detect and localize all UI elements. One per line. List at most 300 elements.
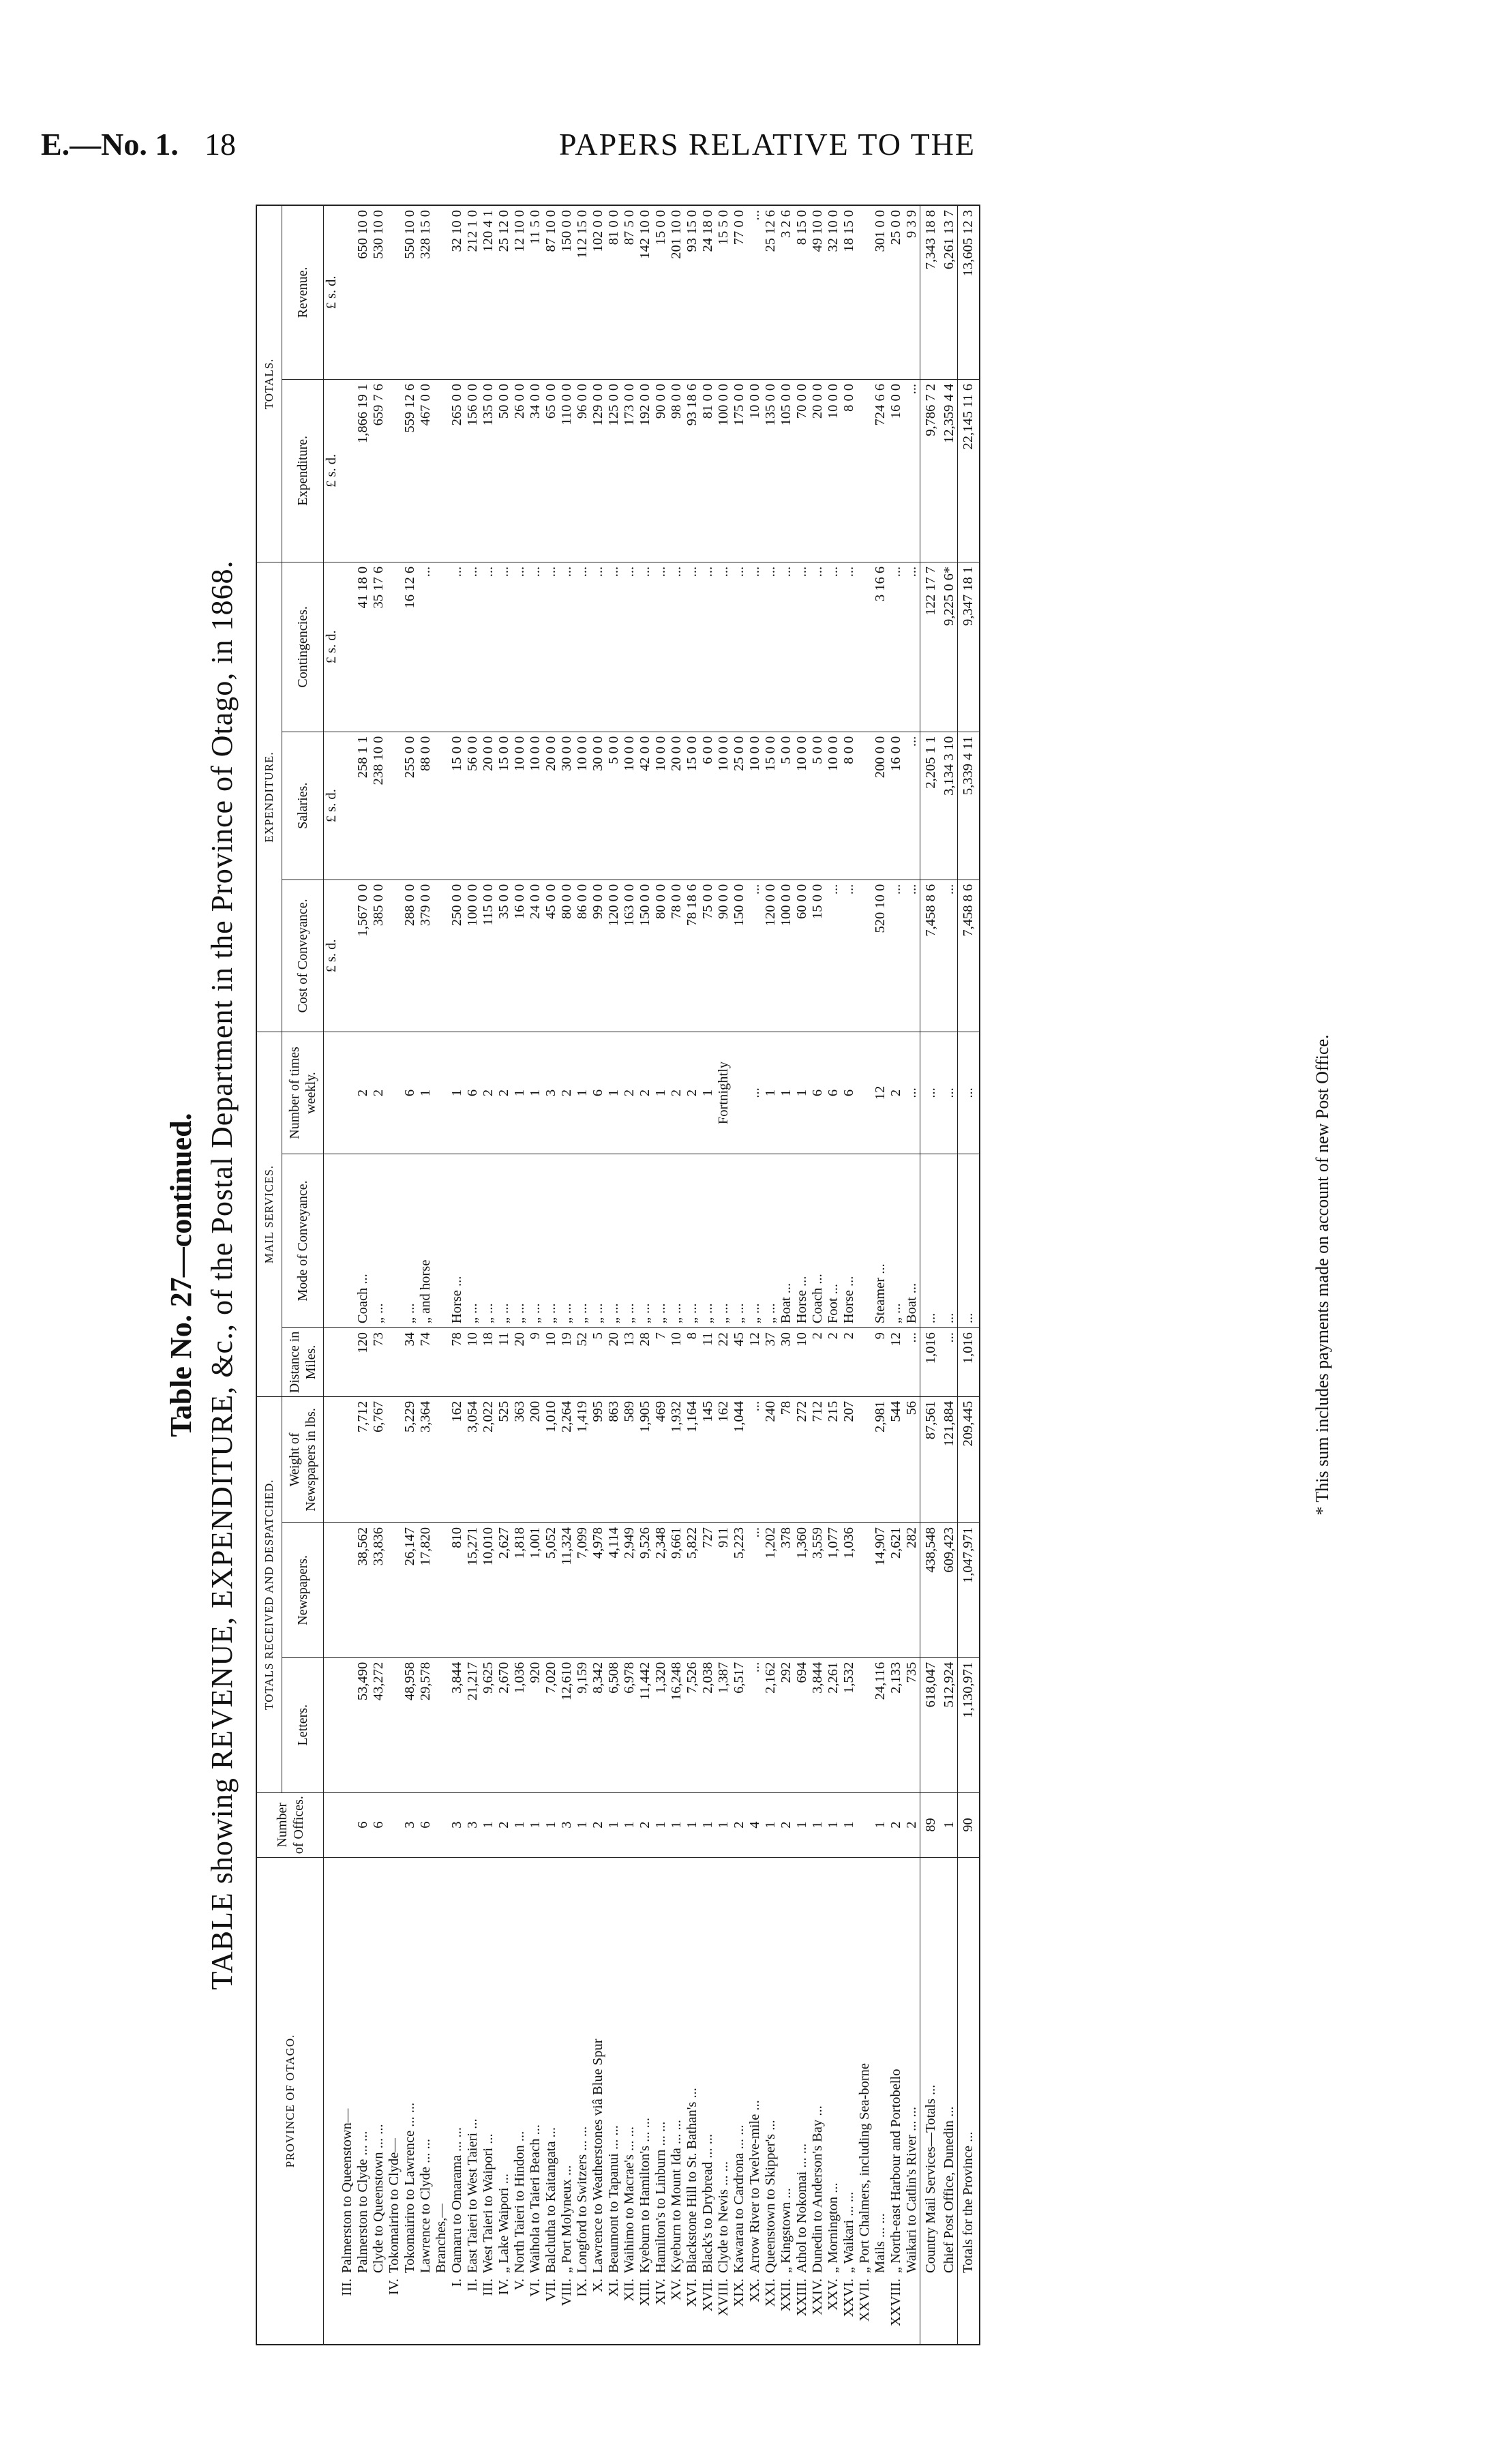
- route-number: XXVIII.: [888, 2279, 903, 2327]
- cell-d: 22: [716, 1328, 732, 1397]
- cell-d: 5: [590, 1328, 606, 1397]
- cell-g: ...: [732, 562, 747, 732]
- route-name: Longford to Switzers ... ...: [575, 2126, 590, 2273]
- cell-g: ...: [543, 562, 559, 732]
- cell-d: 2: [841, 1328, 857, 1397]
- cell-c: 120 0 0: [763, 880, 779, 1032]
- cell-l: 292: [779, 1657, 794, 1792]
- cell-l: 1,532: [841, 1657, 857, 1792]
- cell-c: 250 0 0: [449, 880, 465, 1032]
- cell-np: 1,202: [763, 1522, 779, 1657]
- route-name: Kyeburn to Mount Ida ... ...: [669, 2120, 684, 2273]
- cell-l: 1,320: [653, 1657, 669, 1792]
- table-row: [794, 205, 810, 2345]
- cell-c: 35 0 0: [496, 880, 512, 1032]
- table-row: [747, 205, 763, 2345]
- route-cell: [794, 1857, 810, 2345]
- mode-header: Mode of Conveyance.: [282, 1154, 324, 1327]
- cell-t: 6: [402, 1032, 418, 1154]
- table-row: [355, 205, 371, 2345]
- cell-np: [857, 1522, 873, 1657]
- cell-c: 1,567 0 0: [355, 880, 371, 1032]
- cell-t: [387, 1032, 402, 1154]
- cell-np: 609,423: [942, 1522, 958, 1657]
- route-number: XXVII.: [857, 2279, 872, 2322]
- cell-c: 24 0 0: [528, 880, 543, 1032]
- cell-t: 6: [826, 1032, 841, 1154]
- cell-t: 1: [794, 1032, 810, 1154]
- cell-m: Steamer ...: [873, 1154, 888, 1327]
- cell-w: 5,229: [402, 1396, 418, 1522]
- cell-w: 121,884: [942, 1396, 958, 1522]
- route-cell: [496, 1857, 512, 2345]
- cell-w: [857, 1396, 873, 1522]
- table-row: [841, 205, 857, 2345]
- cell-s: 30 0 0: [590, 732, 606, 880]
- cell-m: Horse ...: [841, 1154, 857, 1327]
- cell-c: 288 0 0: [402, 880, 418, 1032]
- table-row: [465, 205, 481, 2345]
- cell-d: 10: [669, 1328, 684, 1397]
- cell-g: [387, 562, 402, 732]
- cell-w: 363: [512, 1396, 528, 1522]
- cell-e: 70 0 0: [794, 379, 810, 562]
- cell-e: 65 0 0: [543, 379, 559, 562]
- cell-c: ...: [904, 880, 920, 1032]
- route-number: X.: [590, 2279, 605, 2292]
- unit-label: £ s. d.: [324, 379, 340, 562]
- cell-s: 30 0 0: [559, 732, 575, 880]
- cell-e: 16 0 0: [888, 379, 904, 562]
- cell-t: 2: [481, 1032, 496, 1154]
- cell-g: ...: [826, 562, 841, 732]
- cell-np: 2,949: [622, 1522, 637, 1657]
- cell-e: [434, 379, 449, 562]
- cell-e: 467 0 0: [418, 379, 434, 562]
- cell-e: 265 0 0: [449, 379, 465, 562]
- table-row: [434, 205, 449, 2345]
- route-number: XX.: [747, 2279, 762, 2302]
- route-name: Balclutha to Kaitangata ...: [543, 2127, 558, 2273]
- cell-d: 30: [779, 1328, 794, 1397]
- route-cell: [653, 1857, 669, 2345]
- cell-np: [434, 1522, 449, 1657]
- route-cell: [888, 1857, 904, 2345]
- route-name: West Taieri to Waipori ...: [481, 2133, 496, 2273]
- cell-np: 438,548: [920, 1522, 942, 1657]
- cell-t: 2: [888, 1032, 904, 1154]
- cell-rv: 25 12 0: [496, 205, 512, 379]
- route-cell: [590, 1857, 606, 2345]
- cell-o: 1: [528, 1792, 543, 1857]
- cell-rv: 120 4 1: [481, 205, 496, 379]
- cell-rv: 77 0 0: [732, 205, 747, 379]
- route-name: Kawarau to Cardrona ... ...: [732, 2124, 747, 2273]
- cell-e: 1,866 19 1: [355, 379, 371, 562]
- route-cell: [340, 1857, 355, 2345]
- cell-w: 6,767: [371, 1396, 387, 1522]
- cell-w: 1,419: [575, 1396, 590, 1522]
- route-cell: [779, 1857, 794, 2345]
- cell-m: [387, 1154, 402, 1327]
- cell-c: ...: [841, 880, 857, 1032]
- route-name: Lawrence to Weatherstones viâ Blue Spur: [590, 2039, 605, 2273]
- cell-np: 2,621: [888, 1522, 904, 1657]
- cell-m: „ ...: [716, 1154, 732, 1327]
- cell-l: 2,038: [700, 1657, 716, 1792]
- cell-np: 5,052: [543, 1522, 559, 1657]
- cell-e: 22,145 11 6: [958, 379, 980, 562]
- cell-t: 1: [700, 1032, 716, 1154]
- cell-rv: 25 12 6: [763, 205, 779, 379]
- table-row: [590, 205, 606, 2345]
- cell-o: 6: [418, 1792, 434, 1857]
- cell-s: 15 0 0: [684, 732, 700, 880]
- cell-np: 9,661: [669, 1522, 684, 1657]
- table-row: [371, 205, 387, 2345]
- cell-d: 10: [794, 1328, 810, 1397]
- cell-e: 156 0 0: [465, 379, 481, 562]
- cell-d: 2: [826, 1328, 841, 1397]
- cell-rv: 11 5 0: [528, 205, 543, 379]
- cell-w: 3,054: [465, 1396, 481, 1522]
- cell-l: 1,387: [716, 1657, 732, 1792]
- cell-l: 16,248: [669, 1657, 684, 1792]
- cell-rv: 301 0 0: [873, 205, 888, 379]
- cell-d: 45: [732, 1328, 747, 1397]
- cell-d: 10: [543, 1328, 559, 1397]
- route-number: IX.: [575, 2279, 590, 2297]
- cell-l: 6,508: [606, 1657, 622, 1792]
- table-row: [512, 205, 528, 2345]
- cell-o: 1: [669, 1792, 684, 1857]
- route-number: XIX.: [732, 2279, 747, 2307]
- cell-l: 53,490: [355, 1657, 371, 1792]
- cell-c: 45 0 0: [543, 880, 559, 1032]
- route-number: XXVI.: [841, 2279, 856, 2317]
- cell-g: 9,225 0 6*: [942, 562, 958, 732]
- cell-l: 6,978: [622, 1657, 637, 1792]
- cell-s: [434, 732, 449, 880]
- route-name: Black's to Drybread ... ...: [700, 2133, 715, 2273]
- cell-w: 589: [622, 1396, 637, 1522]
- route-cell: [841, 1857, 857, 2345]
- contingencies-header: Contingencies.: [282, 562, 324, 732]
- unit-label: £ s. d.: [324, 562, 340, 732]
- cell-rv: 93 15 0: [684, 205, 700, 379]
- table-row: [810, 205, 826, 2345]
- cell-e: 98 0 0: [669, 379, 684, 562]
- cell-o: 1: [716, 1792, 732, 1857]
- cell-np: 15,271: [465, 1522, 481, 1657]
- cell-s: 10 0 0: [747, 732, 763, 880]
- route-name: Waikari to Catlin's River ... ...: [904, 2106, 919, 2273]
- cell-t: Fortnightly: [716, 1032, 732, 1154]
- cell-l: 48,958: [402, 1657, 418, 1792]
- route-name: Waihimo to Macrae's ... ...: [622, 2127, 637, 2273]
- route-name: „ Kingstown ...: [779, 2188, 794, 2273]
- table-row: [575, 205, 590, 2345]
- cell-o: 3: [402, 1792, 418, 1857]
- cell-d: 7: [653, 1328, 669, 1397]
- cell-d: 18: [481, 1328, 496, 1397]
- route-number: II.: [465, 2279, 480, 2292]
- cell-t: 12: [873, 1032, 888, 1154]
- cell-s: 42 0 0: [637, 732, 653, 880]
- cell-s: 2,205 1 1: [920, 732, 942, 880]
- cell-rv: 650 10 0: [355, 205, 371, 379]
- cell-w: 207: [841, 1396, 857, 1522]
- cell-m: „ ...: [528, 1154, 543, 1327]
- route-name: „ Port Chalmers, including Sea-borne: [857, 2062, 872, 2273]
- route-number: XVII.: [700, 2279, 715, 2312]
- cell-rv: 87 5 0: [622, 205, 637, 379]
- table-row: [873, 205, 888, 2345]
- cell-o: 2: [496, 1792, 512, 1857]
- cell-rv: [387, 205, 402, 379]
- cell-c: [387, 880, 402, 1032]
- cell-g: ...: [465, 562, 481, 732]
- cell-t: [732, 1032, 747, 1154]
- cell-d: 20: [512, 1328, 528, 1397]
- cell-c: 520 10 0: [873, 880, 888, 1032]
- cell-t: ...: [958, 1032, 980, 1154]
- cell-d: 9: [873, 1328, 888, 1397]
- cell-e: 93 18 6: [684, 379, 700, 562]
- weight-header: Weight of Newspapers in lbs.: [282, 1396, 324, 1522]
- cell-d: 10: [465, 1328, 481, 1397]
- cell-rv: 112 15 0: [575, 205, 590, 379]
- cell-t: 6: [465, 1032, 481, 1154]
- cell-rv: 142 10 0: [637, 205, 653, 379]
- route-cell: [637, 1857, 653, 2345]
- cell-d: 20: [606, 1328, 622, 1397]
- cell-w: 525: [496, 1396, 512, 1522]
- cell-s: 10 0 0: [528, 732, 543, 880]
- cell-t: 2: [559, 1032, 575, 1154]
- cell-np: 4,978: [590, 1522, 606, 1657]
- cell-e: 173 0 0: [622, 379, 637, 562]
- cell-s: 15 0 0: [449, 732, 465, 880]
- cell-c: [434, 880, 449, 1032]
- cell-d: 11: [700, 1328, 716, 1397]
- route-cell: [904, 1857, 920, 2345]
- cell-o: 1: [481, 1792, 496, 1857]
- route-cell: [747, 1857, 763, 2345]
- cell-rv: 550 10 0: [402, 205, 418, 379]
- cell-o: 2: [590, 1792, 606, 1857]
- cell-s: 10 0 0: [794, 732, 810, 880]
- cell-c: 100 0 0: [465, 880, 481, 1032]
- route-name: Oamaru to Omarama ... ...: [449, 2127, 464, 2273]
- cell-t: 1: [653, 1032, 669, 1154]
- table-row: [904, 205, 920, 2345]
- cell-g: ...: [575, 562, 590, 732]
- cell-w: 200: [528, 1396, 543, 1522]
- cell-rv: 13,605 12 3: [958, 205, 980, 379]
- route-cell: [559, 1857, 575, 2345]
- route-number: IV.: [496, 2279, 511, 2296]
- cell-e: 110 0 0: [559, 379, 575, 562]
- cell-np: 38,562: [355, 1522, 371, 1657]
- route-name: Clyde to Nevis ... ...: [716, 2161, 731, 2273]
- cell-e: 20 0 0: [810, 379, 826, 562]
- cell-w: 1,905: [637, 1396, 653, 1522]
- table-row: [622, 205, 637, 2345]
- cell-l: 8,342: [590, 1657, 606, 1792]
- cell-w: 863: [606, 1396, 622, 1522]
- cell-o: 1: [653, 1792, 669, 1857]
- route-number: XVIII.: [716, 2279, 731, 2317]
- cell-c: 150 0 0: [637, 880, 653, 1032]
- cell-m: [434, 1154, 449, 1327]
- cell-c: 80 0 0: [559, 880, 575, 1032]
- cell-e: 12,359 4 4: [942, 379, 958, 562]
- cell-g: 16 12 6: [402, 562, 418, 732]
- cell-m: „ ...: [559, 1154, 575, 1327]
- cell-s: 10 0 0: [653, 732, 669, 880]
- cell-w: [340, 1396, 355, 1522]
- table-row: [418, 205, 434, 2345]
- route-name: Hamilton's to Linburn ... ...: [653, 2121, 668, 2273]
- cell-g: ...: [512, 562, 528, 732]
- route-number: XIII.: [637, 2279, 652, 2307]
- cell-np: 727: [700, 1522, 716, 1657]
- cell-g: ...: [669, 562, 684, 732]
- page-number: 18: [205, 127, 236, 162]
- table-row: [653, 205, 669, 2345]
- cell-o: 3: [449, 1792, 465, 1857]
- table-row: [857, 205, 873, 2345]
- cell-c: 99 0 0: [590, 880, 606, 1032]
- route-name: Country Mail Services—Totals ...: [923, 2084, 938, 2273]
- cell-g: [340, 562, 355, 732]
- cell-w: 78: [779, 1396, 794, 1522]
- cell-np: 3,559: [810, 1522, 826, 1657]
- cell-l: [340, 1657, 355, 1792]
- cell-l: 694: [794, 1657, 810, 1792]
- cell-s: ...: [904, 732, 920, 880]
- cell-s: 3,134 3 10: [942, 732, 958, 880]
- cell-np: [340, 1522, 355, 1657]
- cell-e: 90 0 0: [653, 379, 669, 562]
- cell-rv: 12 10 0: [512, 205, 528, 379]
- cell-c: 7,458 8 6: [958, 880, 980, 1032]
- table-number: Table No. 27—continued.: [164, 1113, 198, 1437]
- cell-s: 10 0 0: [622, 732, 637, 880]
- cell-g: ...: [779, 562, 794, 732]
- cell-c: ...: [942, 880, 958, 1032]
- route-number: XXI.: [763, 2279, 778, 2307]
- cell-t: [340, 1032, 355, 1154]
- cell-o: 90: [958, 1792, 980, 1857]
- cell-e: 26 0 0: [512, 379, 528, 562]
- cell-g: [857, 562, 873, 732]
- cell-l: 920: [528, 1657, 543, 1792]
- route-name: Beaumont to Tapanui ... ...: [606, 2125, 621, 2273]
- route-cell: [465, 1857, 481, 2345]
- cell-e: [857, 379, 873, 562]
- times-header: Number of times weekly.: [282, 1032, 324, 1154]
- route-number: XV.: [669, 2279, 684, 2301]
- route-cell: [418, 1857, 434, 2345]
- cell-d: 12: [747, 1328, 763, 1397]
- route-name: Waihola to Taieri Beach ...: [528, 2124, 543, 2273]
- cell-l: [387, 1657, 402, 1792]
- cell-m: ...: [920, 1154, 942, 1327]
- cell-np: 1,818: [512, 1522, 528, 1657]
- table-row: [942, 205, 958, 2345]
- cell-o: 1: [794, 1792, 810, 1857]
- cell-np: 378: [779, 1522, 794, 1657]
- postal-revenue-table: [256, 205, 980, 2345]
- cell-e: 10 0 0: [826, 379, 841, 562]
- route-cell: [481, 1857, 496, 2345]
- totals-group-header: TOTALS.: [256, 205, 282, 562]
- cell-np: 1,036: [841, 1522, 857, 1657]
- cell-w: 145: [700, 1396, 716, 1522]
- cell-rv: 6,261 13 7: [942, 205, 958, 379]
- cell-d: 74: [418, 1328, 434, 1397]
- cell-o: [340, 1792, 355, 1857]
- cell-w: 209,445: [958, 1396, 980, 1522]
- cell-np: [387, 1522, 402, 1657]
- route-name: „ North-east Harbour and Portobello: [888, 2069, 903, 2273]
- salaries-header: Salaries.: [282, 732, 324, 880]
- route-cell: [355, 1857, 371, 2345]
- route-name: Arrow River to Twelve-mile ...: [747, 2100, 762, 2273]
- cell-s: 5,339 4 11: [958, 732, 980, 880]
- route-number: III.: [340, 2279, 355, 2296]
- cell-d: 120: [355, 1328, 371, 1397]
- cell-e: [340, 379, 355, 562]
- route-name: Palmerston to Queenstown—: [340, 2108, 355, 2273]
- cell-s: 20 0 0: [481, 732, 496, 880]
- cell-g: ...: [418, 562, 434, 732]
- cell-l: 3,844: [449, 1657, 465, 1792]
- route-name: „ Port Molyneux ...: [559, 2165, 574, 2273]
- cell-g: 41 18 0: [355, 562, 371, 732]
- cell-o: 1: [810, 1792, 826, 1857]
- expenditure-group-header: EXPENDITURE.: [256, 562, 282, 1032]
- route-cell: [857, 1857, 873, 2345]
- route-name: Lawrence to Clyde ... ...: [418, 2139, 433, 2273]
- cell-e: 9,786 7 2: [920, 379, 942, 562]
- cell-g: 122 17 7: [920, 562, 942, 732]
- cell-g: ...: [841, 562, 857, 732]
- route-number: XII.: [622, 2279, 637, 2302]
- cell-g: ...: [747, 562, 763, 732]
- cell-s: [387, 732, 402, 880]
- route-cell: [873, 1857, 888, 2345]
- route-number: VI.: [528, 2279, 543, 2297]
- cell-rv: 87 10 0: [543, 205, 559, 379]
- cell-t: 2: [622, 1032, 637, 1154]
- cell-d: [857, 1328, 873, 1397]
- route-name: „ Lake Waipori ...: [496, 2174, 511, 2273]
- cell-w: 712: [810, 1396, 826, 1522]
- cell-t: 2: [496, 1032, 512, 1154]
- route-name: Queenstown to Skipper's ...: [763, 2120, 778, 2273]
- cell-g: ...: [904, 562, 920, 732]
- cell-s: 238 10 0: [371, 732, 387, 880]
- cell-o: 1: [575, 1792, 590, 1857]
- cell-np: 5,822: [684, 1522, 700, 1657]
- cell-w: 1,164: [684, 1396, 700, 1522]
- table-row: [716, 205, 732, 2345]
- cell-s: 200 0 0: [873, 732, 888, 880]
- cell-c: ...: [747, 880, 763, 1032]
